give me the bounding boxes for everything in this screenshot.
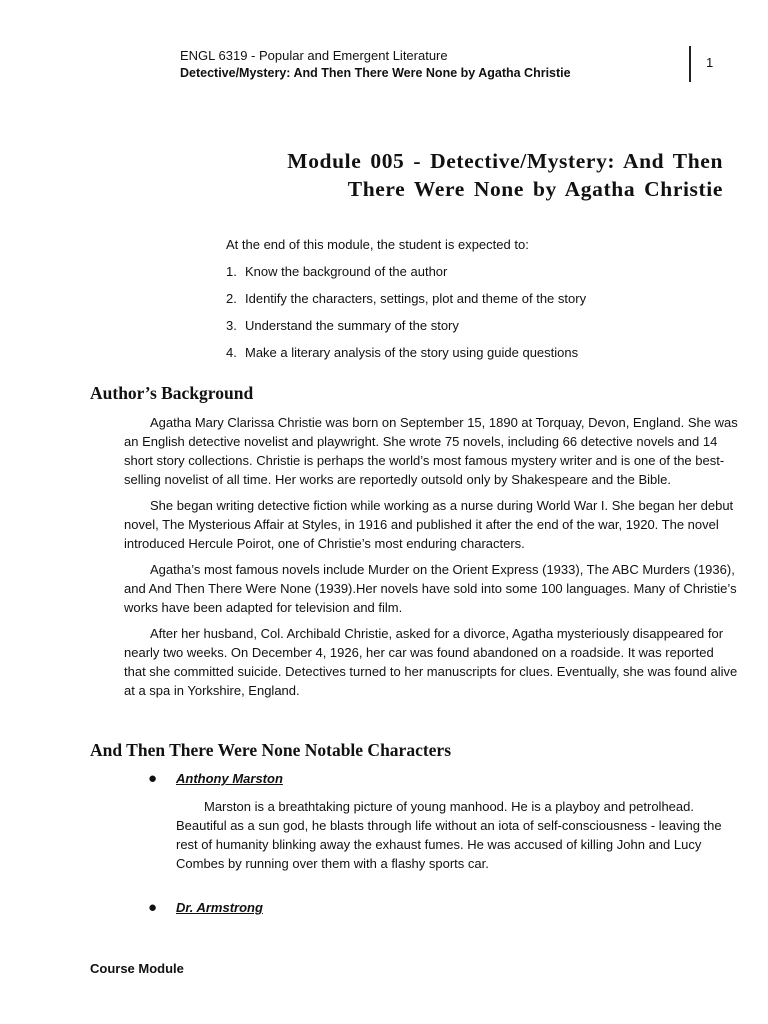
objective-number: 3. [226, 318, 237, 333]
section-heading-characters: And Then There Were None Notable Characters [90, 740, 452, 760]
objectives-list [226, 264, 586, 372]
objective-item [226, 345, 586, 372]
header-course-title: ENGL 6319 - Popular and Emergent Literature [180, 48, 448, 63]
objective-number: 2. [226, 291, 237, 306]
character-name-dr-armstrong: Dr. Armstrong [176, 900, 263, 915]
objective-text: Identify the characters, settings, plot and theme of the story [245, 291, 587, 306]
bio-paragraph: After her husband, Col. Archibald Christie, asked for a divorce, Agatha mysteriously disappeared for nearly two weeks. On December 4, 1926, her car was found abandoned on a roadside. It was reported that she committed suicide. Detectives turned to her manuscripts for clues. Eventually, she was found alive at a spa in Yorkshire, England. [124, 626, 738, 698]
objective-item [226, 264, 586, 291]
objective-number: 1. [226, 264, 237, 279]
character-description: Marston is a breathtaking picture of young manhood. He is a playboy and petrolhead. Beautiful as a sun god, he blasts through life without an iota of self-consciousness - leaving the rest of humanity blinking away the exhaust fumes. He was accused of killing John and Lucy Combes by running over them with a flashy sports car. [176, 799, 722, 871]
bio-paragraph: She began writing detective fiction while working as a nurse during World War I. She began her debut novel, The Mysterious Affair at Styles, in 1916 and published it after the end of the war, 1920. The novel introduced Hercule Poirot, one of Christie’s most enduring characters. [124, 498, 734, 551]
bio-paragraph: Agatha Mary Clarissa Christie was born on September 15, 1890 at Torquay, Devon, England. She was an English detective novelist and playwright. She wrote 75 novels, including 66 detective novels and 14 short story collections. Christie is perhaps the world’s most famous mystery writer and is one of the best-selling novelist of all time. Her works are reportedly outsold only by Shakespeare and the Bible. [124, 415, 738, 487]
bullet-icon: ● [148, 899, 158, 916]
objective-item [226, 291, 586, 318]
header-topic-title: Detective/Mystery: And Then There Were None by Agatha Christie [180, 66, 571, 80]
header-divider [689, 46, 691, 82]
objective-text: Know the background of the author [245, 264, 448, 279]
objectives-intro: At the end of this module, the student is expected to: [226, 237, 529, 252]
bio-paragraph: Agatha’s most famous novels include Murder on the Orient Express (1933), The ABC Murders (1936), and And Then There Were None (1939).Her novels have sold into some 100 languages. Many of Christie’s works have been adapted for television and film. [124, 562, 737, 615]
module-title-line2: There Were None by Agatha Christie [347, 177, 723, 201]
module-title [215, 147, 723, 203]
objective-item [226, 318, 586, 345]
objective-text: Understand the summary of the story [245, 318, 459, 333]
section-heading-author-background: Author’s Background [90, 383, 254, 403]
module-title-line1: Module 005 - Detective/Mystery: And Then [287, 149, 723, 173]
bullet-icon: ● [148, 770, 158, 787]
author-background-body [124, 413, 738, 707]
page-number: 1 [706, 55, 714, 70]
objective-text: Make a literary analysis of the story using guide questions [245, 345, 579, 360]
objective-number: 4. [226, 345, 237, 360]
character-name-anthony-marston: Anthony Marston [176, 771, 283, 786]
footer-course-module: Course Module [90, 961, 184, 976]
